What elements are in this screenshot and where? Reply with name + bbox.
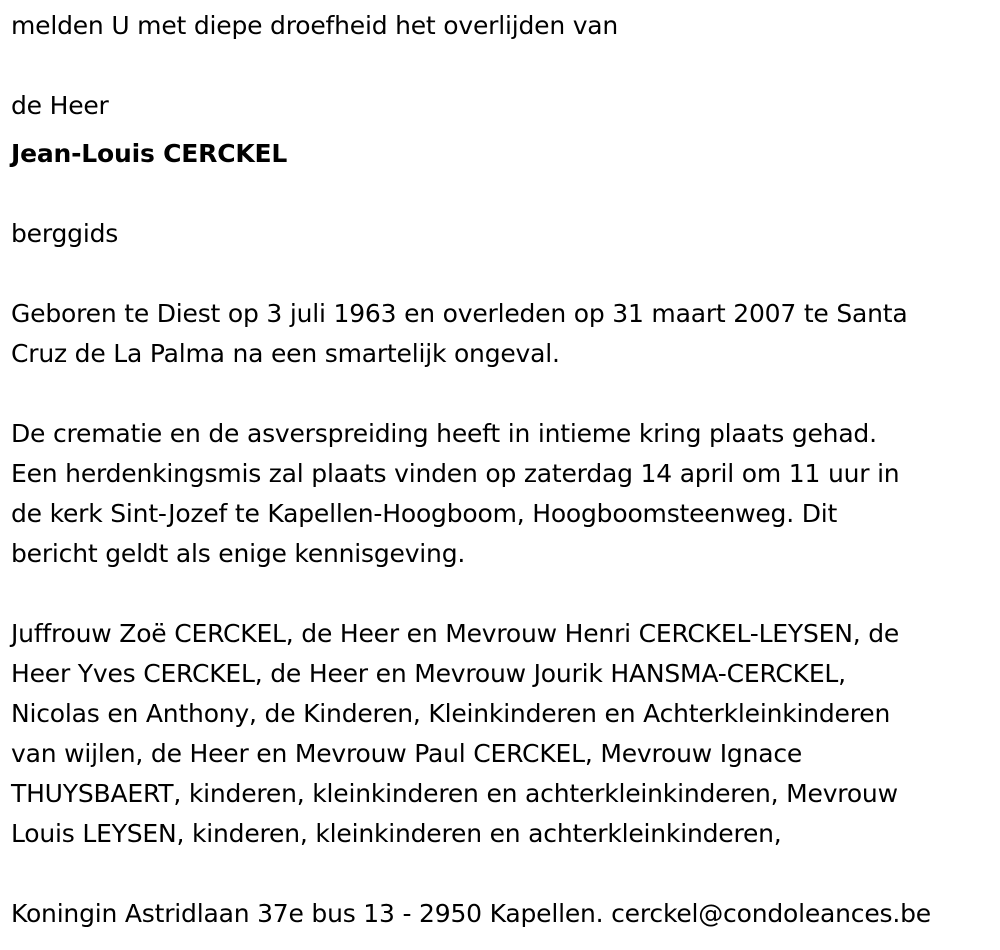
ceremony-paragraph <box>11 414 1000 574</box>
spacer <box>11 374 1000 414</box>
spacer <box>11 254 1000 294</box>
text-line: bericht geldt als enige kennisgeving. <box>11 539 466 568</box>
spacer <box>11 174 1000 214</box>
contact-address: Koningin Astridlaan 37e bus 13 - 2950 Kapellen. cerckel@condoleances.be <box>11 899 931 928</box>
text-line: Geboren te Diest op 3 juli 1963 en overleden op 31 maart 2007 te Santa <box>11 299 908 328</box>
birth-death-paragraph <box>11 294 1000 374</box>
text-line: THUYSBAERT, kinderen, kleinkinderen en achterkleinkinderen, Mevrouw <box>11 779 898 808</box>
text-line: De crematie en de asverspreiding heeft in intieme kring plaats gehad. <box>11 419 877 448</box>
honorific: de Heer <box>11 91 109 120</box>
deceased-name: Jean-Louis CERCKEL <box>11 139 288 168</box>
text-line: Louis LEYSEN, kinderen, kleinkinderen en achterkleinkinderen, <box>11 819 782 848</box>
text-line: de kerk Sint-Jozef te Kapellen-Hoogboom, Hoogboomsteenweg. Dit <box>11 499 838 528</box>
spacer <box>11 574 1000 614</box>
spacer <box>11 46 1000 86</box>
spacer <box>11 854 1000 894</box>
text-line: Een herdenkingsmis zal plaats vinden op zaterdag 14 april om 11 uur in <box>11 459 900 488</box>
family-paragraph <box>11 614 1000 854</box>
text-line: Juffrouw Zoë CERCKEL, de Heer en Mevrouw Henri CERCKEL-LEYSEN, de <box>11 619 900 648</box>
occupation: berggids <box>11 219 119 248</box>
text-line: van wijlen, de Heer en Mevrouw Paul CERCKEL, Mevrouw Ignace <box>11 739 803 768</box>
text-line: Heer Yves CERCKEL, de Heer en Mevrouw Jourik HANSMA-CERCKEL, <box>11 659 846 688</box>
text-line: Nicolas en Anthony, de Kinderen, Kleinkinderen en Achterkleinkinderen <box>11 699 891 728</box>
intro-text: melden U met diepe droefheid het overlijden van <box>11 11 619 40</box>
text-line: Cruz de La Palma na een smartelijk ongeval. <box>11 339 560 368</box>
